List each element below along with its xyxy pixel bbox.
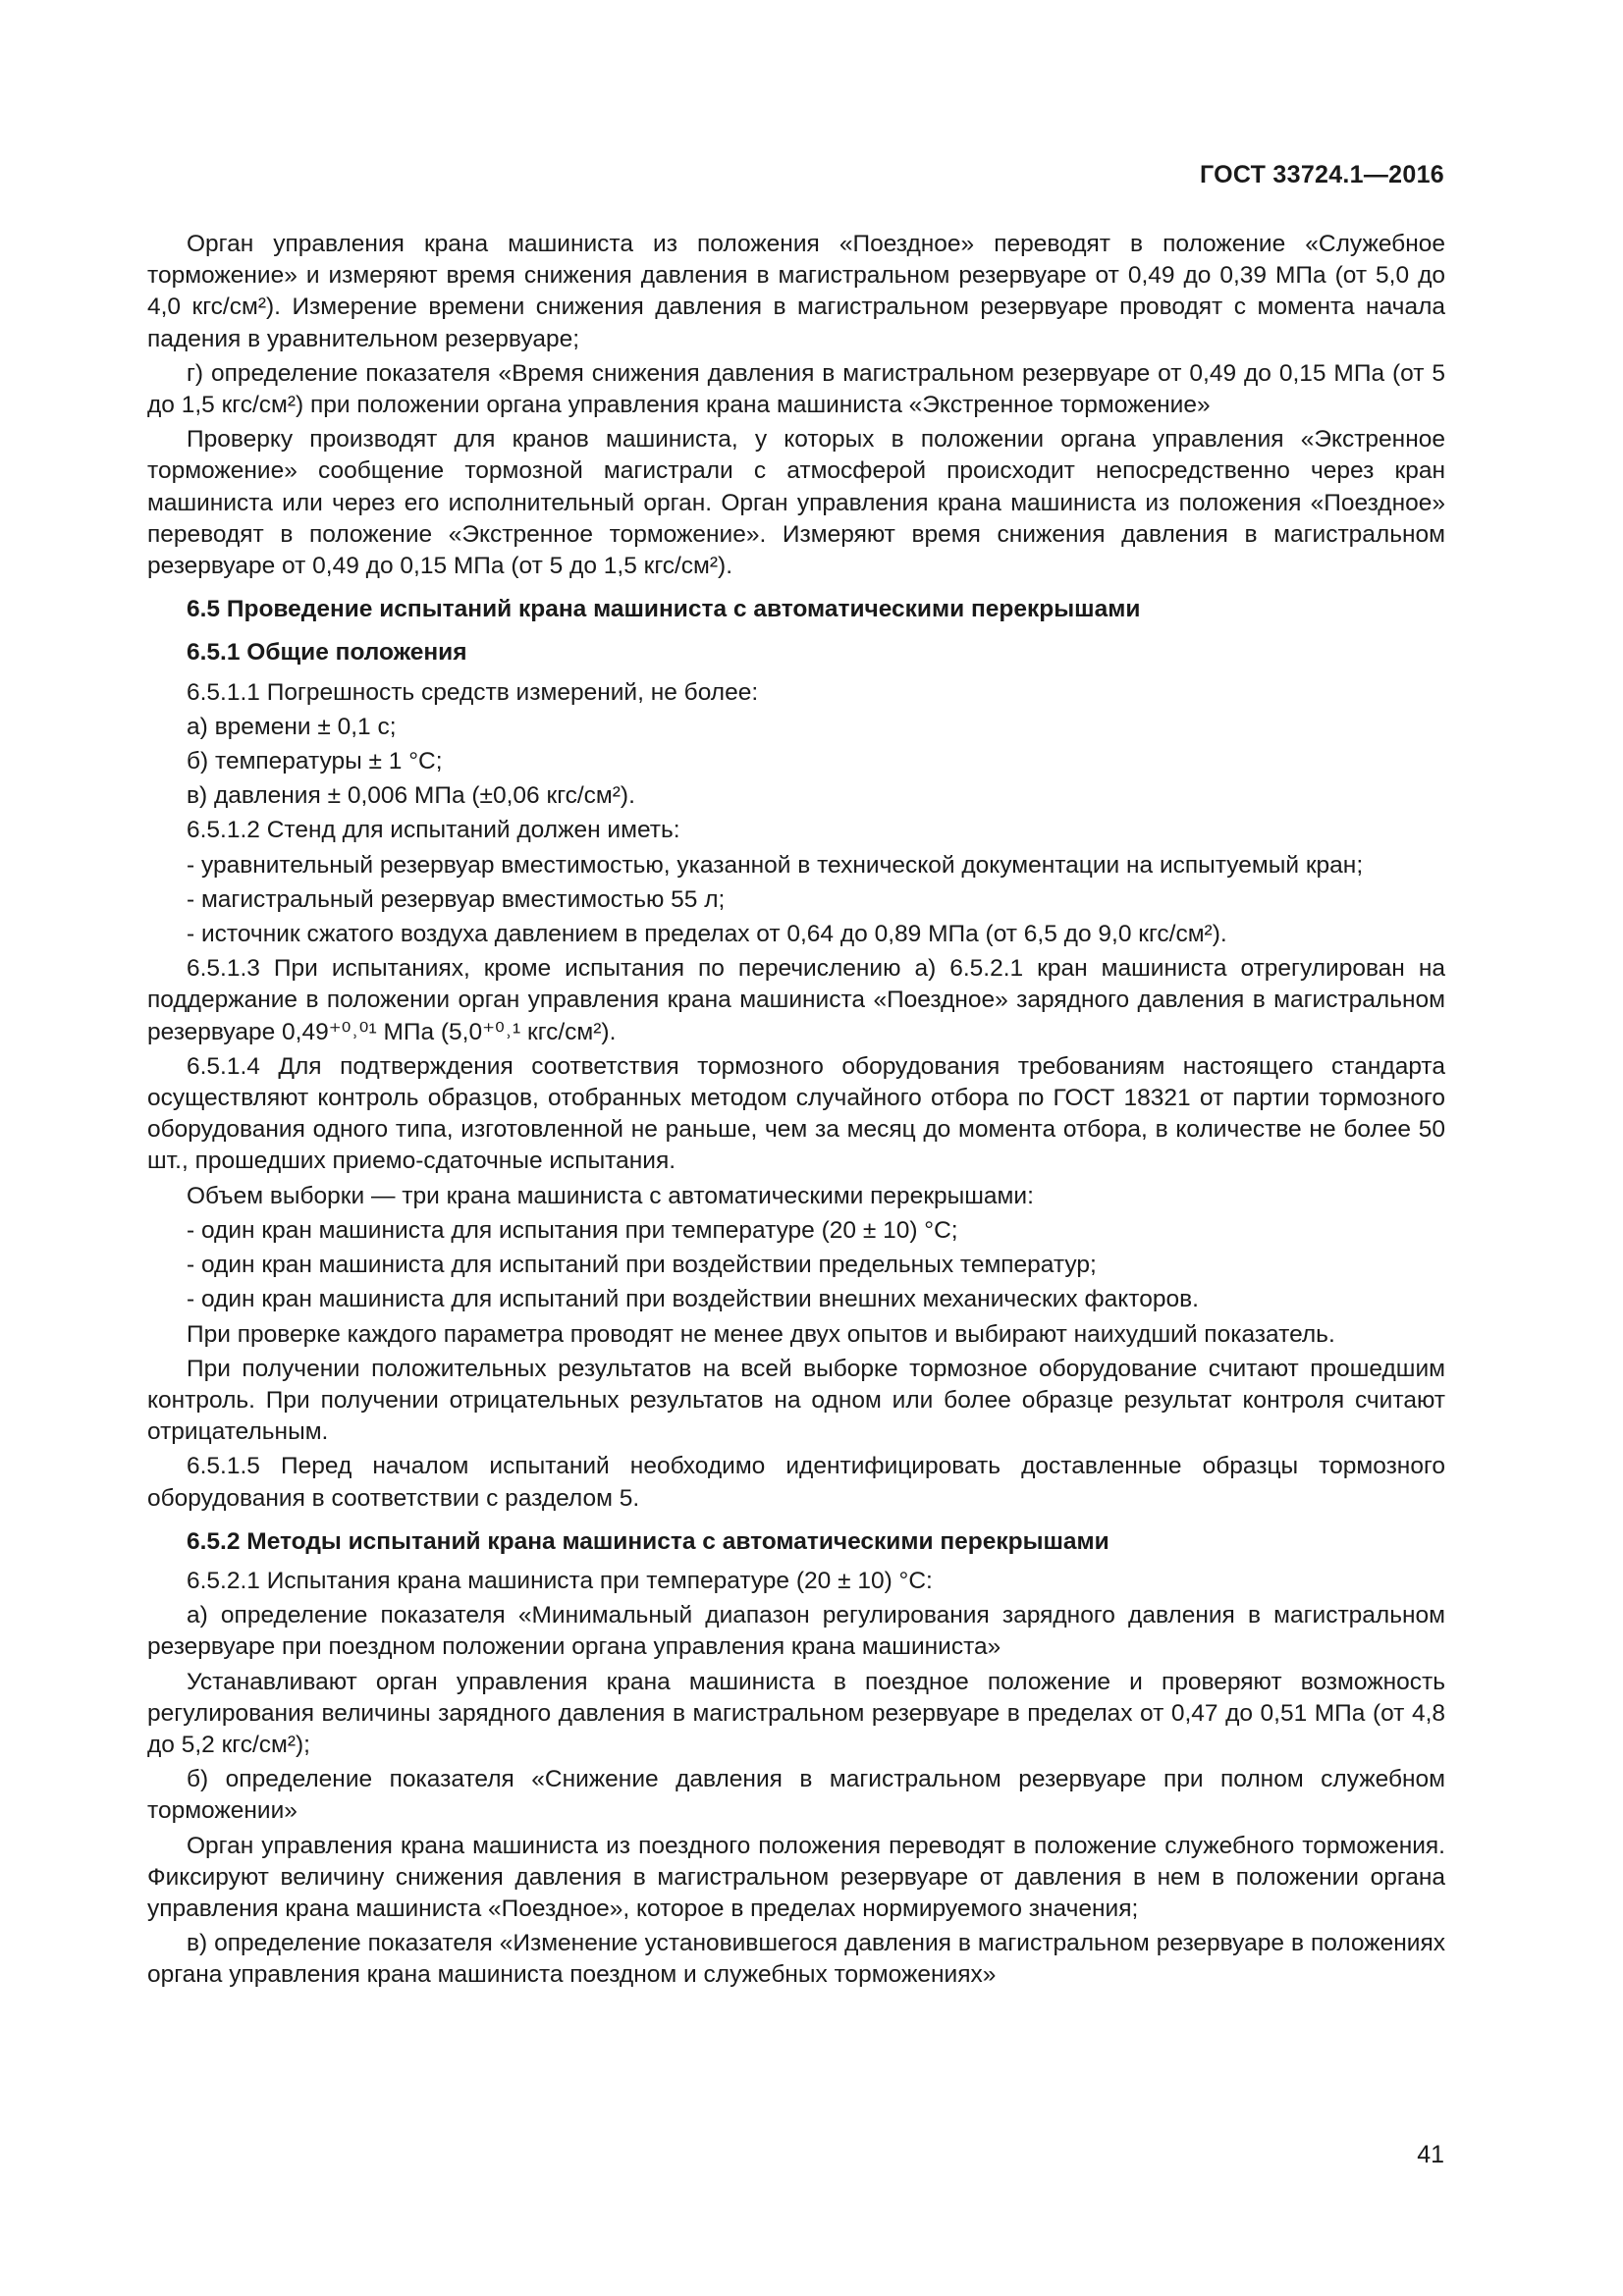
list-item: в) давления ± 0,006 МПа (±0,06 кгс/см²). <box>187 782 635 810</box>
paragraph: 6.5.1.3 При испытаниях, кроме испытания по перечислению а) 6.5.2.1 кран машиниста отрегулирован на поддержание в положении орган управления крана машиниста «Поездное» зарядного давления в магистральном резервуаре 0,49⁺⁰˒⁰¹ МПа (5,0⁺⁰˒¹ кгс/см²). <box>147 955 1445 1045</box>
list-item: б) определение показателя «Снижение давления в магистральном резервуаре при полном служебном торможении» <box>147 1766 1445 1825</box>
paragraph: Объем выборки — три крана машиниста с автоматическими перекрышами: <box>187 1182 1034 1209</box>
list-item: - один кран машиниста для испытаний при воздействии предельных температур; <box>187 1252 1097 1279</box>
paragraph: При проверке каждого параметра проводят не менее двух опытов и выбирают наихудший показатель. <box>187 1320 1335 1348</box>
list-item: а) времени ± 0,1 с; <box>187 713 397 740</box>
standard-header: ГОСТ 33724.1—2016 <box>1199 161 1444 188</box>
list-item: - уравнительный резервуар вместимостью, указанной в технической документации на испытуемый кран; <box>187 851 1364 879</box>
list-item: б) температуры ± 1 °С; <box>187 748 443 775</box>
list-item: в) определение показателя «Изменение установившегося давления в магистральном резервуаре в положениях органа управления крана машиниста поездном и служебных торможениях» <box>147 1930 1445 1989</box>
paragraph: 6.5.1.5 Перед началом испытаний необходимо идентифицировать доставленные образцы тормозного оборудования в соответствии с разделом 5. <box>147 1453 1445 1512</box>
paragraph: 6.5.2.1 Испытания крана машиниста при температуре (20 ± 10) °С: <box>187 1567 933 1594</box>
list-item: а) определение показателя «Минимальный диапазон регулирования зарядного давления в магистральном резервуаре при поездном положении органа управления крана машиниста» <box>147 1602 1445 1661</box>
paragraph: Устанавливают орган управления крана машиниста в поездное положение и проверяют возможность регулирования величины зарядного давления в магистральном резервуаре в пределах от 0,47 до 0,51 МПа (от 4,8 до 5,2 кгс/см²); <box>147 1668 1445 1758</box>
paragraph: г) определение показателя «Время снижения давления в магистральном резервуаре от 0,49 до 0,15 МПа (от 5 до 1,5 кгс/см²) при положении органа управления крана машиниста «Экстренное торможение» <box>147 359 1445 419</box>
list-item: - источник сжатого воздуха давлением в пределах от 0,64 до 0,89 МПа (от 6,5 до 9,0 кгс/см²). <box>187 921 1227 948</box>
subsection-heading: 6.5.2 Методы испытаний крана машиниста с автоматическими перекрышами <box>187 1527 1109 1555</box>
section-heading: 6.5 Проведение испытаний крана машиниста с автоматическими перекрышами <box>187 596 1141 623</box>
list-item: - магистральный резервуар вместимостью 55 л; <box>187 885 726 913</box>
paragraph: 6.5.1.1 Погрешность средств измерений, не более: <box>187 678 759 706</box>
page-number: 41 <box>1417 2141 1444 2168</box>
paragraph: Проверку производят для кранов машиниста, у которых в положении органа управления «Экстренное торможение» сообщение тормозной магистрали с атмосферой происходит непосредственно через кран машиниста или через его исполнительный орган. Орган управления крана машиниста из положения «Поездное» переводят в положение «Экстренное торможение». Измеряют время снижения давления в магистральном резервуаре от 0,49 до 0,15 МПа (от 5 до 1,5 кгс/см²). <box>147 426 1445 580</box>
list-item: - один кран машиниста для испытаний при воздействии внешних механических факторов. <box>187 1286 1199 1313</box>
paragraph: 6.5.1.2 Стенд для испытаний должен иметь: <box>187 817 680 844</box>
paragraph: Орган управления крана машиниста из поездного положения переводят в положение служебного торможения. Фиксируют величину снижения давления в магистральном резервуаре от давления в нем в положении органа управления крана машиниста «Поездное», которое в пределах нормируемого значения; <box>147 1832 1445 1922</box>
document-body <box>147 229 1445 1995</box>
paragraph: 6.5.1.4 Для подтверждения соответствия тормозного оборудования требованиям настоящего стандарта осуществляют контроль образцов, отобранных методом случайного отбора по ГОСТ 18321 от партии тормозного оборудования одного типа, изготовленной не раньше, чем за месяц до момента отбора, в количестве не более 50 шт., прошедших приемо-сдаточные испытания. <box>147 1052 1445 1175</box>
subsection-heading: 6.5.1 Общие положения <box>187 639 467 667</box>
paragraph: При получении положительных результатов на всей выборке тормозное оборудование считают прошедшим контроль. При получении отрицательных результатов на одном или более образце результат контроля считают отрицательным. <box>147 1355 1445 1446</box>
paragraph: Орган управления крана машиниста из положения «Поездное» переводят в положение «Служебное торможение» и измеряют время снижения давления в магистральном резервуаре от 0,49 до 0,39 МПа (от 5,0 до 4,0 кгс/см²). Измерение времени снижения давления в магистральном резервуаре проводят с момента начала падения в уравнительном резервуаре; <box>147 231 1445 352</box>
list-item: - один кран машиниста для испытания при температуре (20 ± 10) °С; <box>187 1216 958 1244</box>
